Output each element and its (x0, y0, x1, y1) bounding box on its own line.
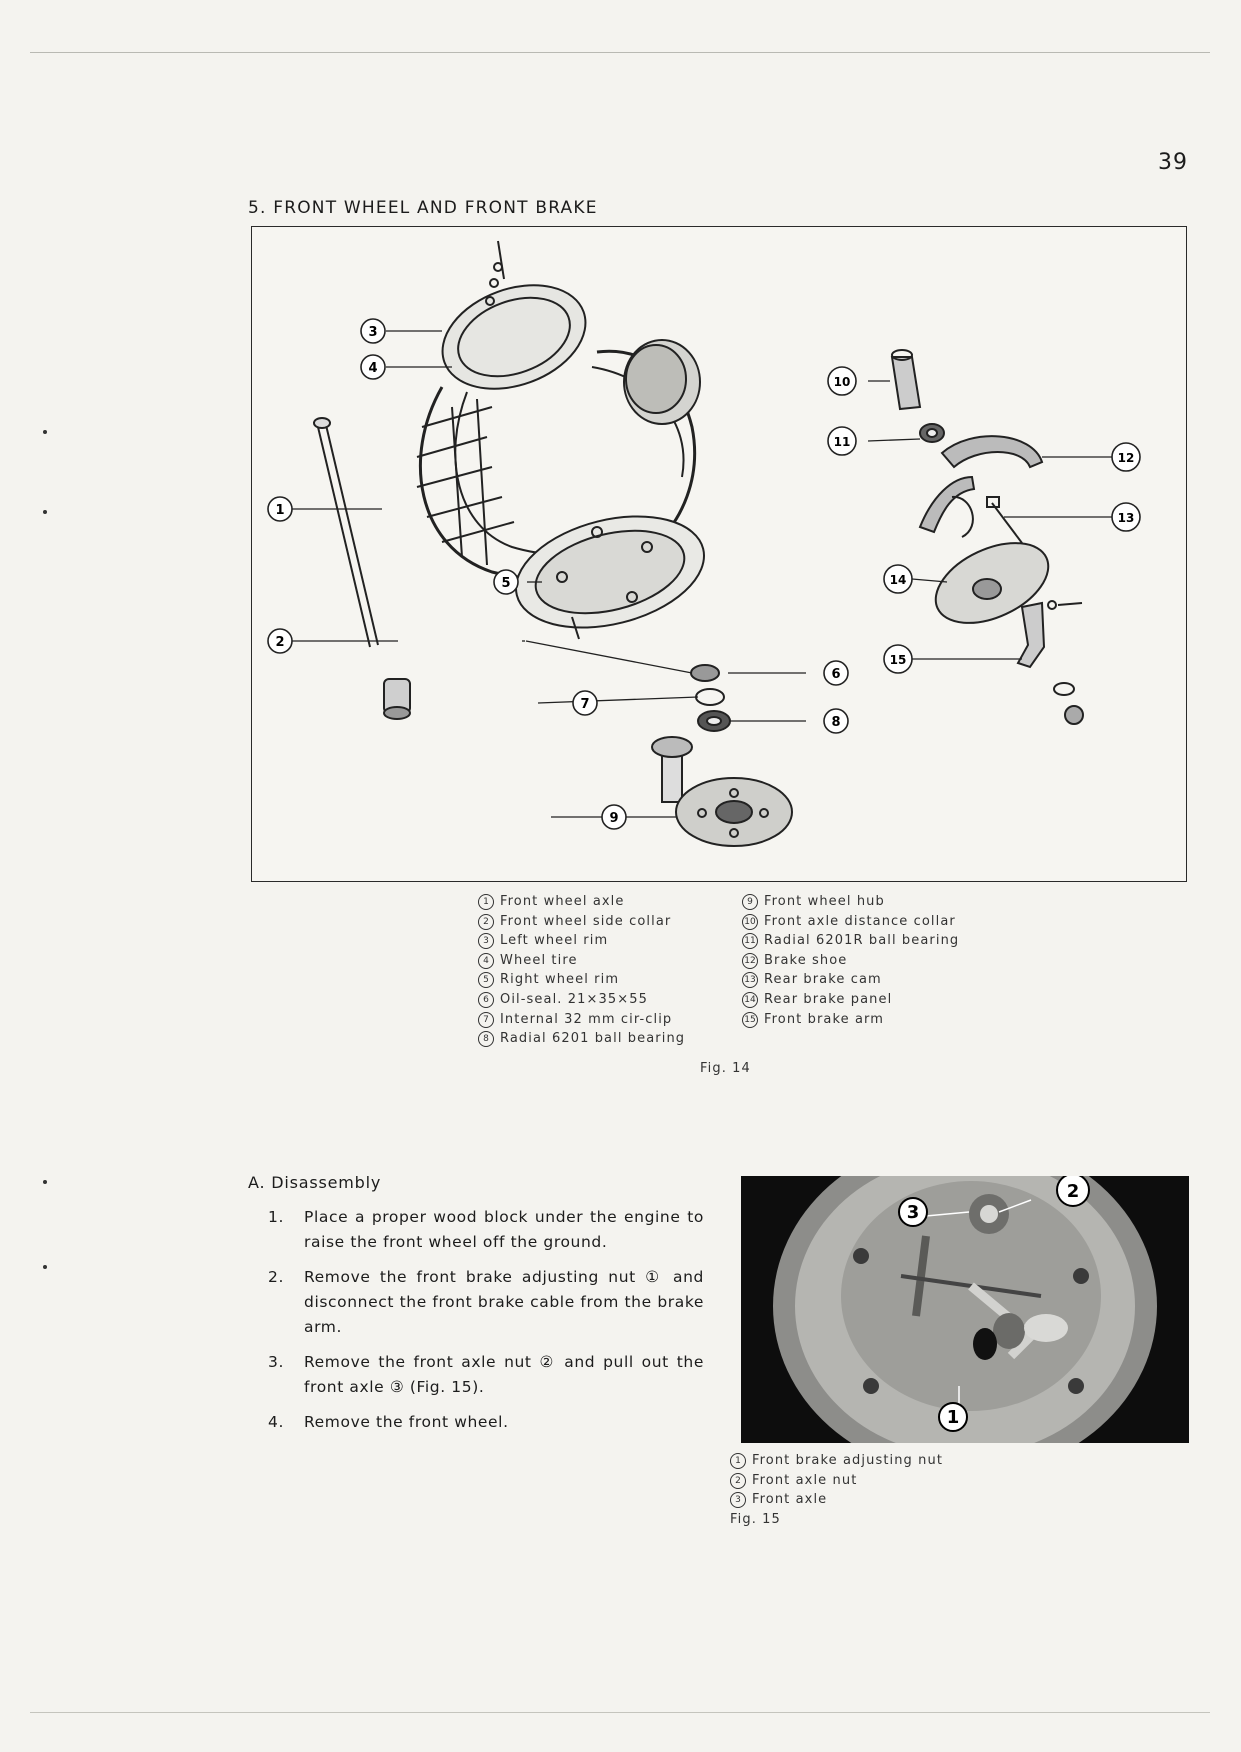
callout-6 (824, 661, 848, 685)
ball-bearing-drawing (698, 711, 730, 731)
bottom-rule (30, 1712, 1210, 1713)
callout-4 (361, 355, 385, 379)
section-title: 5. FRONT WHEEL AND FRONT BRAKE (248, 198, 598, 218)
disassembly-heading: A. Disassembly (248, 1173, 382, 1192)
legend-item: 2 Front wheel side collar (478, 912, 685, 932)
legend-item: 15 Front brake arm (742, 1010, 959, 1030)
svg-text:3: 3 (368, 325, 378, 340)
brake-panel-photo (741, 1176, 1189, 1443)
callout-9 (602, 805, 626, 829)
front-wheel-axle-drawing (314, 418, 378, 647)
svg-text:2: 2 (275, 635, 285, 650)
legend-item: 6 Oil-seal. 21×35×55 (478, 990, 685, 1010)
svg-text:5: 5 (501, 576, 511, 591)
brake-cam-drawing (987, 497, 1022, 543)
svg-text:9: 9 (609, 811, 619, 826)
disassembly-steps (268, 1205, 704, 1445)
callout-12 (1112, 443, 1140, 471)
legend-item: 11 Radial 6201R ball bearing (742, 931, 959, 951)
svg-text:10: 10 (833, 375, 851, 389)
svg-text:12: 12 (1117, 451, 1135, 465)
step-item: 1. Place a proper wood block under the engine to raise the front wheel off the ground. (268, 1208, 704, 1251)
legend-item: 5 Right wheel rim (478, 970, 685, 990)
front-wheel-hub-drawing (652, 737, 792, 846)
legend-item: 12 Brake shoe (742, 951, 959, 971)
legend-item: 1 Front wheel axle (478, 892, 685, 912)
legend-item: 2 Front axle nut (730, 1471, 943, 1491)
legend-item: 3 Left wheel rim (478, 931, 685, 951)
distance-collar-drawing (892, 350, 920, 409)
callout-3 (361, 319, 385, 343)
legend-item: 10 Front axle distance collar (742, 912, 959, 932)
figure-14-caption: Fig. 14 (700, 1061, 751, 1076)
legend-item: 3 Front axle (730, 1490, 943, 1510)
margin-mark (43, 510, 47, 514)
page-number: 39 (1158, 150, 1188, 175)
callout-5 (494, 570, 518, 594)
margin-mark (43, 430, 47, 434)
svg-text:3: 3 (906, 1202, 920, 1223)
legend-item: 4 Wheel tire (478, 951, 685, 971)
photo-callout-2 (1057, 1176, 1089, 1206)
svg-text:15: 15 (889, 653, 907, 667)
step-item: 2. Remove the front brake adjusting nut ① and disconnect the front brake cable from the brake arm. (268, 1268, 704, 1336)
callout-10 (828, 367, 856, 395)
step-item: 3. Remove the front axle nut ② and pull out the front axle ③ (Fig. 15). (268, 1353, 704, 1396)
callout-8 (824, 709, 848, 733)
svg-text:11: 11 (833, 435, 851, 449)
bearing-11-drawing (920, 424, 944, 442)
brake-shoe-drawing (920, 436, 1042, 537)
margin-mark (43, 1180, 47, 1184)
svg-text:13: 13 (1117, 511, 1135, 525)
figure-14-exploded-view (251, 226, 1187, 882)
legend-item: 14 Rear brake panel (742, 990, 959, 1010)
callout-11 (828, 427, 856, 455)
legend-item: 13 Rear brake cam (742, 970, 959, 990)
figure-14-legend-right (742, 892, 959, 1029)
svg-text:8: 8 (831, 715, 841, 730)
callout-2 (268, 629, 292, 653)
svg-text:7: 7 (580, 697, 590, 712)
figure-14-legend-left (478, 892, 685, 1049)
top-rule (30, 52, 1210, 53)
brake-arm-drawing (1018, 601, 1083, 724)
legend-item: 9 Front wheel hub (742, 892, 959, 912)
step-item: 4. Remove the front wheel. (268, 1413, 509, 1431)
legend-item: 7 Internal 32 mm cir-clip (478, 1010, 685, 1030)
tire-inner-drum-drawing (624, 340, 700, 424)
photo-callout-3 (899, 1198, 927, 1226)
callout-1 (268, 497, 292, 521)
legend-item: 1 Front brake adjusting nut (730, 1451, 943, 1471)
callout-13 (1112, 503, 1140, 531)
svg-text:14: 14 (889, 573, 907, 587)
margin-mark (43, 1265, 47, 1269)
right-wheel-rim-drawing (504, 498, 715, 645)
exploded-diagram (252, 227, 1186, 881)
circlip-drawing (696, 689, 724, 705)
svg-text:6: 6 (831, 667, 841, 682)
svg-text:4: 4 (368, 361, 378, 376)
figure-15-caption: Fig. 15 (730, 1511, 781, 1527)
figure-15-photo (741, 1176, 1189, 1443)
svg-text:2: 2 (1066, 1181, 1080, 1202)
callout-7 (573, 691, 597, 715)
figure-15-legend (730, 1451, 943, 1529)
left-wheel-rim-drawing (428, 241, 600, 407)
side-collar-drawing (384, 679, 410, 719)
oil-seal-drawing (691, 665, 719, 681)
svg-text:1: 1 (275, 503, 285, 518)
callout-15 (884, 645, 912, 673)
legend-item: 8 Radial 6201 ball bearing (478, 1029, 685, 1049)
photo-callout-1 (939, 1403, 967, 1431)
svg-text:1: 1 (946, 1407, 960, 1428)
callout-14 (884, 565, 912, 593)
